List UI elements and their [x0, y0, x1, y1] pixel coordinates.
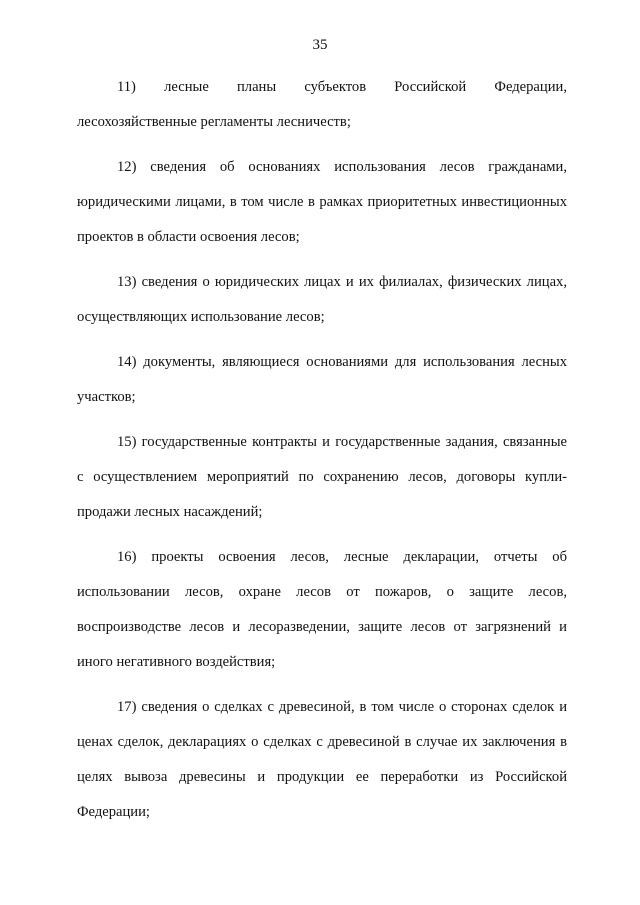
list-item-12: 12) сведения об основаниях использования лесов гражданами, юридическими лицами, в том числе в рамках приоритетных инвестиционных проектов в области освоения лесов;	[77, 159, 567, 245]
list-item-11: 11) лесные планы субъектов Российской Федерации, лесохозяйственные регламенты лесничеств;	[77, 79, 567, 130]
list-item-14: 14) документы, являющиеся основаниями для использования лесных участков;	[77, 354, 567, 405]
document-body	[77, 70, 567, 840]
list-item-15: 15) государственные контракты и государственные задания, связанные с осуществлением мероприятий по сохранению лесов, договоры купли-продажи лесных насаждений;	[77, 434, 567, 520]
page-number: 35	[312, 37, 328, 53]
list-item-17: 17) сведения о сделках с древесиной, в том числе о сторонах сделок и ценах сделок, декларациях о сделках с древесиной в случае их заключения в целях вывоза древесины и продукции ее переработки из Российской Федерации;	[77, 699, 567, 820]
list-item-13: 13) сведения о юридических лицах и их филиалах, физических лицах, осуществляющих использование лесов;	[77, 274, 567, 325]
list-item-16: 16) проекты освоения лесов, лесные декларации, отчеты об использовании лесов, охране лесов от пожаров, о защите лесов, воспроизводстве лесов и лесоразведении, защите лесов от загрязнений и иного негативного воздействия;	[77, 549, 567, 670]
